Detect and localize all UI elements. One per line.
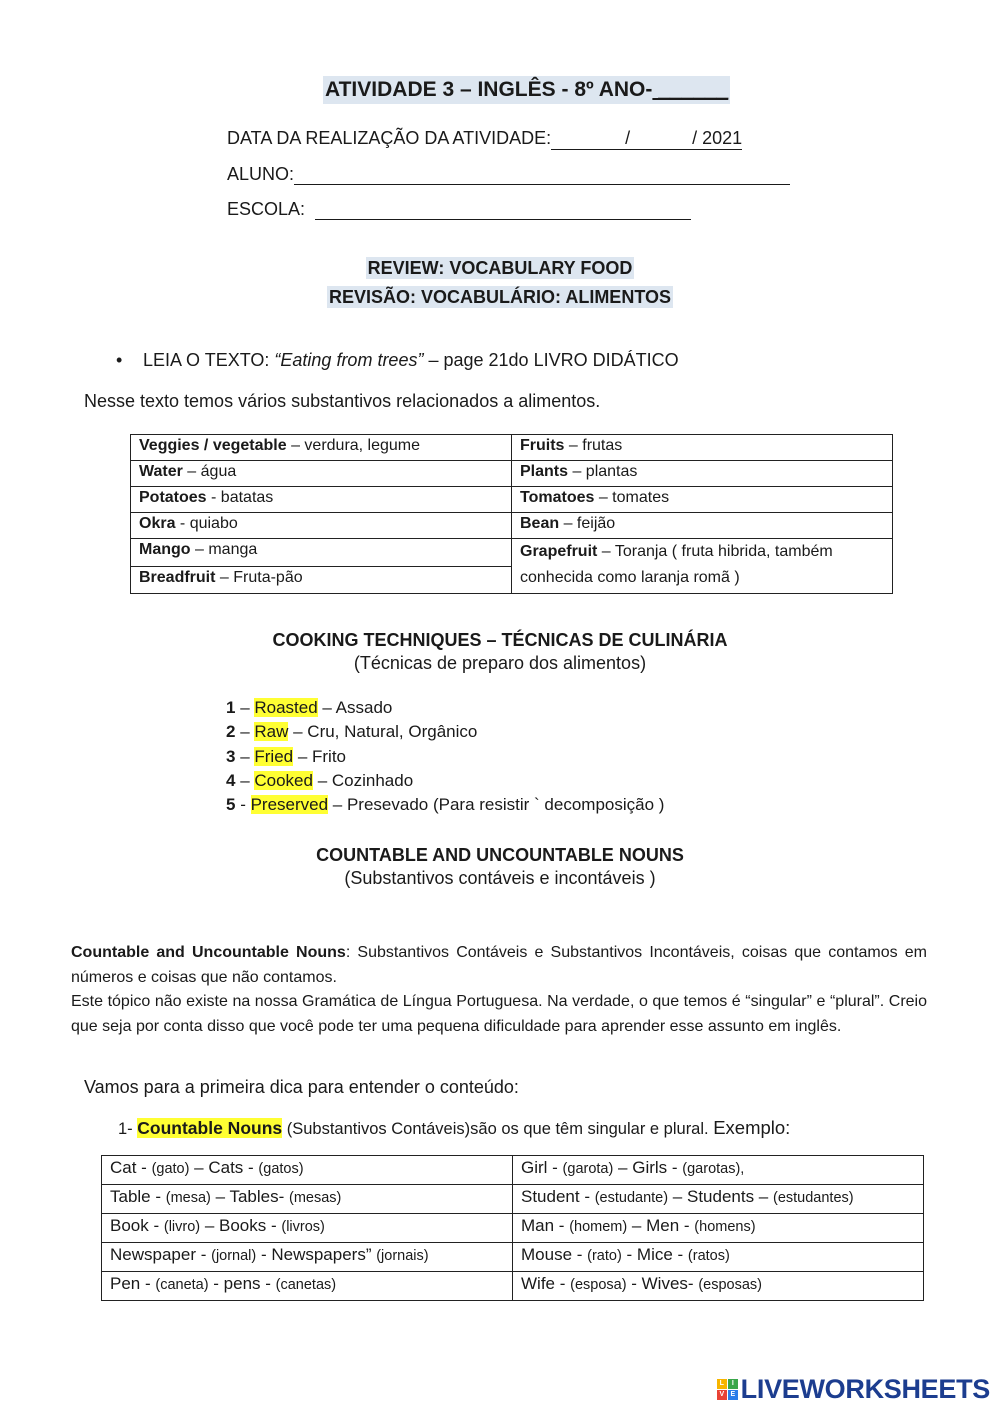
technique-item xyxy=(226,795,664,815)
noun-translation: (garotas), xyxy=(682,1161,745,1177)
table-row xyxy=(102,1214,924,1243)
student-input-line[interactable] xyxy=(294,164,790,185)
vocab-definition: - batatas xyxy=(206,489,274,506)
vocab-term: Fruits xyxy=(520,437,565,454)
noun-word: Pen - xyxy=(110,1274,156,1293)
technique-item xyxy=(226,771,413,791)
technique-definition: – Presevado (Para resistir ` decomposição ) xyxy=(328,795,665,814)
table-cell xyxy=(513,1156,924,1185)
bullet-icon: • xyxy=(116,350,123,370)
noun-word: – Students – xyxy=(668,1187,773,1206)
table-cell xyxy=(513,1185,924,1214)
table-cell xyxy=(102,1214,513,1243)
noun-word: – Books - xyxy=(200,1216,282,1235)
table-row xyxy=(102,1156,924,1185)
reading-bullet xyxy=(116,350,679,371)
logo-mark-icon xyxy=(717,1379,738,1400)
noun-translation: (rato) xyxy=(587,1248,622,1264)
table-row xyxy=(131,487,893,513)
noun-word: - Mice - xyxy=(621,1245,688,1264)
table-cell xyxy=(512,513,893,539)
reading-prefix: LEIA O TEXTO: xyxy=(143,350,270,370)
table-cell xyxy=(131,461,512,487)
technique-item xyxy=(226,698,392,718)
reading-intro: Nesse texto temos vários substantivos relacionados a alimentos. xyxy=(84,391,601,411)
noun-translation: (esposa) xyxy=(570,1277,627,1293)
vocab-definition: – Fruta-pão xyxy=(215,568,303,586)
vocab-definition: – Toranja ( fruta hibrida, também conhecida como laranja romã ) xyxy=(520,543,833,586)
reading-text-title: “Eating from trees” xyxy=(274,350,424,370)
noun-word: Girl - xyxy=(521,1158,563,1177)
table-row xyxy=(102,1243,924,1272)
technique-number: 1 xyxy=(226,698,236,717)
table-cell xyxy=(102,1243,513,1272)
logo-mark-cell: E xyxy=(728,1390,738,1400)
technique-number: 3 xyxy=(226,747,236,766)
noun-translation: (livro) xyxy=(163,1219,201,1235)
noun-translation: (mesa) xyxy=(165,1190,211,1206)
vocab-definition: – plantas xyxy=(568,463,638,480)
vocab-term: Plants xyxy=(520,463,569,480)
review-line-2: REVISÃO: VOCABULÁRIO: ALIMENTOS xyxy=(328,287,671,307)
technique-definition: – Cozinhado xyxy=(312,771,414,790)
countable-nouns-table xyxy=(101,1155,924,1301)
technique-definition: – Assado xyxy=(317,698,393,717)
logo-mark-cell: L xyxy=(717,1379,727,1389)
noun-word: – Girls - xyxy=(613,1158,683,1177)
nouns-paragraph-1 xyxy=(71,941,927,990)
nouns-subheading: (Substantivos contáveis e incontáveis ) xyxy=(344,868,656,888)
technique-separator: – xyxy=(235,771,255,790)
noun-word: – Cats - xyxy=(189,1158,259,1177)
technique-term: Roasted xyxy=(254,698,318,717)
technique-separator: – xyxy=(235,698,255,717)
technique-number: 4 xyxy=(226,771,236,790)
vocab-term: Veggies / vegetable xyxy=(139,437,287,454)
vocab-definition: - quiabo xyxy=(175,515,238,532)
vocab-term: Grapefruit xyxy=(520,543,598,560)
vocab-definition: – verdura, legume xyxy=(286,437,421,454)
student-label: ALUNO: xyxy=(227,164,295,184)
worksheet-title xyxy=(323,76,730,104)
liveworksheets-logo xyxy=(717,1374,990,1405)
review-heading xyxy=(0,258,1000,279)
vocab-term: Bean xyxy=(520,515,560,532)
table-cell xyxy=(102,1272,513,1301)
noun-translation: (jornal) xyxy=(211,1248,257,1264)
vocab-term: Okra xyxy=(139,515,176,532)
student-field xyxy=(227,164,790,185)
noun-word: Table - xyxy=(110,1187,166,1206)
table-cell xyxy=(102,1156,513,1185)
technique-term: Cooked xyxy=(254,771,313,790)
logo-text: LIVEWORKSHEETS xyxy=(740,1374,990,1404)
school-label: ESCOLA: xyxy=(227,199,306,219)
noun-translation: (garota) xyxy=(562,1161,614,1177)
technique-definition: – Frito xyxy=(293,747,347,766)
reading-suffix: – page 21do LIVRO DIDÁTICO xyxy=(428,350,679,370)
noun-word: Man - xyxy=(521,1216,570,1235)
title-blank: ______ xyxy=(652,78,729,101)
table-row xyxy=(131,461,893,487)
school-field xyxy=(227,199,691,220)
cooking-subheading: (Técnicas de preparo dos alimentos) xyxy=(353,653,647,673)
noun-word: Newspaper - xyxy=(110,1245,212,1264)
noun-word: – Tables- xyxy=(210,1187,289,1206)
point-text: são os que têm singular e plural. xyxy=(470,1120,709,1138)
table-cell xyxy=(102,1185,513,1214)
table-cell xyxy=(513,1243,924,1272)
cooking-heading: COOKING TECHNIQUES – TÉCNICAS DE CULINÁRIA xyxy=(272,630,728,650)
technique-separator: – xyxy=(235,722,255,741)
point-example-label: Exemplo: xyxy=(713,1117,791,1138)
date-field xyxy=(227,128,742,150)
vocabulary-table xyxy=(130,434,893,594)
point-number: 1- xyxy=(118,1120,133,1138)
title-text: ATIVIDADE 3 – INGLÊS - 8º ANO- xyxy=(325,78,653,101)
table-row xyxy=(131,513,893,539)
noun-word: Student - xyxy=(521,1187,595,1206)
point-translation: (Substantivos Contáveis) xyxy=(286,1120,471,1138)
logo-mark-cell: V xyxy=(717,1390,727,1400)
table-cell xyxy=(512,461,893,487)
vocab-definition: – tomates xyxy=(594,489,670,506)
nouns-paragraph-2: Este tópico não existe na nossa Gramática de Língua Portuguesa. Na verdade, o que temos é “singular” e “plural”. Creio que seja por conta disso que você pode ter uma pequena dificuldade para aprender esse assunto em inglês. xyxy=(71,993,927,1035)
technique-term: Preserved xyxy=(250,795,329,814)
noun-translation: (esposas) xyxy=(698,1277,762,1293)
technique-number: 2 xyxy=(226,722,236,741)
technique-number: 5 xyxy=(226,795,236,814)
table-row xyxy=(131,435,893,461)
date-input-line[interactable] xyxy=(551,128,742,150)
vocab-definition: – água xyxy=(182,463,237,480)
nouns-paragraph-text: : Substantivos Contáveis e Substantivos Incontáveis, coisas que contamos em números e coisas que não contamos. xyxy=(71,944,927,986)
review-heading-pt xyxy=(0,287,1000,308)
noun-translation: (jornais) xyxy=(376,1248,429,1264)
noun-translation: (gatos) xyxy=(258,1161,304,1177)
noun-translation: (gato) xyxy=(151,1161,190,1177)
table-row xyxy=(102,1185,924,1214)
table-cell xyxy=(131,539,512,567)
noun-translation: (estudantes) xyxy=(772,1190,854,1206)
vocab-definition: – frutas xyxy=(564,437,623,454)
noun-translation: (livros) xyxy=(281,1219,325,1235)
countable-point xyxy=(118,1117,790,1139)
date-separator-1: / xyxy=(625,128,631,148)
school-input-line[interactable] xyxy=(315,199,691,220)
table-cell xyxy=(512,487,893,513)
table-row xyxy=(102,1272,924,1301)
noun-translation: (homens) xyxy=(694,1219,756,1235)
nouns-paragraph-lead: Countable and Uncountable Nouns xyxy=(71,944,346,961)
noun-translation: (ratos) xyxy=(687,1248,730,1264)
technique-separator: – xyxy=(235,747,255,766)
technique-term: Raw xyxy=(254,722,289,741)
noun-word: - Newspapers” xyxy=(256,1245,377,1264)
table-cell xyxy=(131,435,512,461)
noun-word: Mouse - xyxy=(521,1245,588,1264)
tip-line: Vamos para a primeira dica para entender o conteúdo: xyxy=(84,1077,519,1097)
vocab-definition: – feijão xyxy=(559,515,616,532)
technique-item xyxy=(226,747,346,767)
table-cell xyxy=(513,1214,924,1243)
noun-word: Wife - xyxy=(521,1274,571,1293)
noun-word: Book - xyxy=(110,1216,164,1235)
point-term: Countable Nouns xyxy=(137,1118,283,1138)
date-label: DATA DA REALIZAÇÃO DA ATIVIDADE: xyxy=(227,128,552,148)
table-cell xyxy=(512,539,893,594)
noun-word: - pens - xyxy=(208,1274,276,1293)
noun-translation: (caneta) xyxy=(155,1277,209,1293)
table-cell xyxy=(131,566,512,594)
technique-separator: - xyxy=(235,795,251,814)
date-year: / 2021 xyxy=(692,128,743,148)
review-line-1: REVIEW: VOCABULARY FOOD xyxy=(367,258,633,278)
vocab-term: Potatoes xyxy=(139,489,207,506)
vocab-term: Tomatoes xyxy=(520,489,595,506)
noun-word: - Wives- xyxy=(626,1274,699,1293)
noun-translation: (canetas) xyxy=(275,1277,337,1293)
table-cell xyxy=(512,435,893,461)
technique-item xyxy=(226,722,477,742)
noun-translation: (estudante) xyxy=(594,1190,669,1206)
table-cell xyxy=(513,1272,924,1301)
noun-translation: (homem) xyxy=(569,1219,628,1235)
table-row xyxy=(131,539,893,567)
vocab-term: Breadfruit xyxy=(139,568,216,586)
technique-definition: – Cru, Natural, Orgânico xyxy=(288,722,478,741)
vocab-definition: – manga xyxy=(190,541,258,558)
table-cell xyxy=(131,513,512,539)
noun-translation: (mesas) xyxy=(289,1190,342,1206)
noun-word: Cat - xyxy=(110,1158,152,1177)
logo-mark-cell: I xyxy=(728,1379,738,1389)
table-cell xyxy=(131,487,512,513)
vocab-term: Water xyxy=(139,463,183,480)
nouns-heading: COUNTABLE AND UNCOUNTABLE NOUNS xyxy=(316,845,684,865)
technique-term: Fried xyxy=(254,747,294,766)
noun-word: – Men - xyxy=(627,1216,695,1235)
vocab-term: Mango xyxy=(139,541,191,558)
